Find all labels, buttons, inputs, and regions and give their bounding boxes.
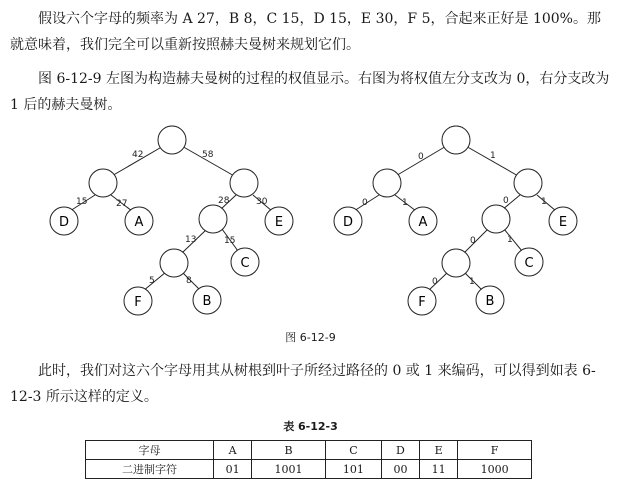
leaf-label-e: E bbox=[558, 215, 568, 230]
tree-internal-node bbox=[482, 205, 510, 233]
bit-root-left: 0 bbox=[418, 152, 424, 162]
table-letter-cell: D bbox=[381, 441, 419, 460]
leaf-label-d: D bbox=[58, 215, 70, 230]
edge-n28-left bbox=[465, 229, 488, 252]
weight-root-right: 58 bbox=[202, 150, 214, 160]
bit-n58-right: 1 bbox=[541, 197, 547, 207]
bit-n13-right: 1 bbox=[469, 277, 475, 287]
figure-caption: 图 6-12-9 bbox=[285, 331, 336, 344]
edge-n13-left bbox=[428, 272, 448, 291]
leaf-label-e: E bbox=[274, 215, 284, 230]
huffman-tree-figure bbox=[0, 118, 621, 326]
bit-n42-left: 0 bbox=[362, 198, 368, 208]
weight-n58-left: 28 bbox=[218, 196, 230, 206]
bit-n28-left: 0 bbox=[470, 236, 476, 246]
table-code-cell: 1001 bbox=[252, 460, 326, 479]
bit-n13-left: 0 bbox=[432, 277, 438, 287]
table-header-label: 字母 bbox=[86, 441, 214, 460]
table-code-cell: 101 bbox=[325, 460, 381, 479]
leaf-label-a: A bbox=[134, 215, 144, 230]
table-code-cell: 1000 bbox=[458, 460, 532, 479]
table-code-cell: 11 bbox=[420, 460, 458, 479]
weight-n42-right: 27 bbox=[116, 199, 128, 209]
tree-internal-node bbox=[160, 249, 188, 277]
leaf-label-b: B bbox=[485, 294, 495, 309]
paragraph-frequencies: 假设六个字母的频率为 A 27，B 8，C 15，D 15，E 30，F 5，合起来正好是 100%。那就意味着，我们完全可以重新按照赫夫曼树来规划它们。 bbox=[10, 11, 601, 53]
leaf-label-c: C bbox=[240, 256, 250, 271]
table-caption: 表 6-12-3 bbox=[283, 420, 338, 433]
weight-n58-right: 30 bbox=[256, 197, 268, 207]
edge-root-right bbox=[464, 145, 520, 177]
left-huffman-tree bbox=[50, 126, 293, 315]
weight-n42-left: 15 bbox=[76, 197, 88, 207]
table-code-cell: 00 bbox=[381, 460, 419, 479]
tree-root-node bbox=[158, 126, 186, 154]
leaf-label-d: D bbox=[342, 215, 354, 230]
huffman-code-table bbox=[85, 440, 532, 479]
weight-n13-right: 8 bbox=[186, 276, 192, 286]
tree-internal-node bbox=[230, 169, 258, 197]
tree-internal-node bbox=[199, 205, 227, 233]
tree-internal-node bbox=[89, 169, 117, 197]
tree-internal-node bbox=[373, 169, 401, 197]
table-letter-cell: C bbox=[325, 441, 381, 460]
leaf-label-f: F bbox=[418, 295, 426, 310]
bit-n58-left: 0 bbox=[503, 196, 509, 206]
weight-root-left: 42 bbox=[132, 150, 144, 160]
bit-n42-right: 1 bbox=[402, 198, 408, 208]
table-letter-cell: E bbox=[420, 441, 458, 460]
tree-internal-node bbox=[514, 169, 542, 197]
bit-root-right: 1 bbox=[490, 151, 496, 161]
table-row-label: 二进制字符 bbox=[86, 460, 214, 479]
table-letter-cell: F bbox=[458, 441, 532, 460]
leaf-label-f: F bbox=[134, 295, 142, 310]
table-letter-cell: A bbox=[214, 441, 252, 460]
paragraph-figure-description: 图 6-12-9 左图为构造赫夫曼树的过程的权值显示。右图为将权值左分支改为 0，右分支改为 1 后的赫夫曼树。 bbox=[10, 71, 610, 113]
weight-n28-right: 15 bbox=[224, 236, 236, 246]
table-row bbox=[86, 460, 532, 479]
weight-n13-left: 5 bbox=[149, 276, 155, 286]
leaf-label-b: B bbox=[202, 294, 212, 309]
weight-n28-left: 13 bbox=[185, 235, 197, 245]
leaf-label-a: A bbox=[418, 215, 428, 230]
table-letter-cell: B bbox=[252, 441, 326, 460]
table-code-cell: 01 bbox=[214, 460, 252, 479]
tree-internal-node bbox=[442, 249, 470, 277]
right-huffman-tree bbox=[334, 126, 577, 315]
bit-n28-right: 1 bbox=[507, 235, 513, 245]
table-header-row bbox=[86, 441, 532, 460]
paragraph-encoding: 此时，我们对这六个字母用其从树根到叶子所经过路径的 0 或 1 来编码，可以得到如表 6-12-3 所示这样的定义。 bbox=[10, 363, 596, 405]
leaf-label-c: C bbox=[524, 256, 534, 271]
tree-root-node bbox=[442, 126, 470, 154]
